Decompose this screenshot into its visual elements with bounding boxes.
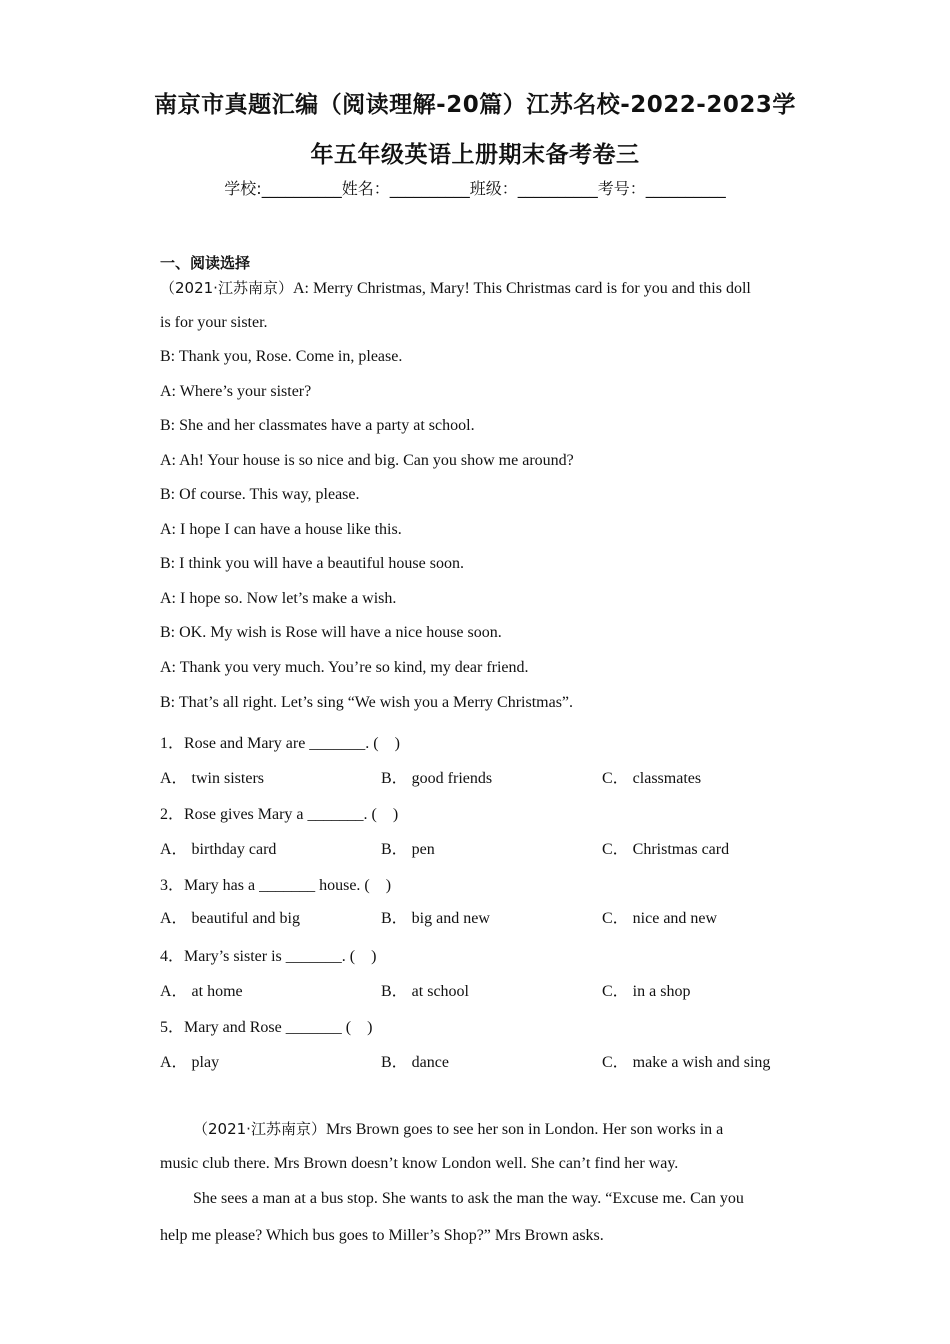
title-line-2: 年五年级英语上册期末备考卷三 [310,142,640,168]
question-5-option-c[interactable]: C． make a wish and sing [602,1054,771,1071]
passage2-line-3: She sees a man at a bus stop. She wants to ask the man the way. “Excuse me. Can you [193,1190,744,1207]
passage2-line-4: help me please? Which bus goes to Miller’s Shop?” Mrs Brown asks. [160,1227,604,1244]
passage1-source: （2021·江苏南京） [160,279,293,297]
dialogue-line: B: OK. My wish is Rose will have a nice house soon. [160,624,502,641]
passage1-first-line-cont: is for your sister. [160,314,268,331]
dialogue-line: B: Of course. This way, please. [160,486,360,503]
dialogue-line: B: That’s all right. Let’s sing “We wish you a Merry Christmas”. [160,694,574,711]
question-4-option-a[interactable]: A． at home [160,983,243,1000]
question-1-option-b[interactable]: B． good friends [381,770,493,787]
passage1-first-text: A: Merry Christmas, Mary! This Christmas card is for you and this doll [292,280,751,297]
question-3-option-b[interactable]: B． big and new [381,910,490,927]
dialogue-line: A: Where’s your sister? [160,383,312,400]
question-1-stem: 1．Rose and Mary are _______. ( ) [160,735,400,752]
question-2-option-b[interactable]: B． pen [381,841,435,858]
passage2-line-1 [193,1118,723,1139]
dialogue-line: B: She and her classmates have a party at school. [160,417,475,434]
passage2-source: （2021·江苏南京） [193,1120,326,1138]
question-1-option-a[interactable]: A． twin sisters [160,770,265,787]
student-info-line: 学校:__________姓名：__________班级：__________考号：__________ [224,179,726,198]
question-5-option-b[interactable]: B． dance [381,1054,449,1071]
passage1-first-line [160,277,751,298]
passage2-line-1-text: Mrs Brown goes to see her son in London. Her son works in a [325,1121,724,1138]
dialogue-line: A: I hope I can have a house like this. [160,521,402,538]
question-1-option-c[interactable]: C． classmates [602,770,702,787]
dialogue-line: B: I think you will have a beautiful house soon. [160,555,464,572]
passage2-line-2: music club there. Mrs Brown doesn’t know London well. She can’t find her way. [160,1155,679,1172]
question-2-option-a[interactable]: A． birthday card [160,841,277,858]
question-2-option-c[interactable]: C． Christmas card [602,841,730,858]
question-4-option-b[interactable]: B． at school [381,983,469,1000]
question-4-option-c[interactable]: C． in a shop [602,983,691,1000]
title-line-1: 南京市真题汇编（阅读理解-20篇）江苏名校-2022-2023学 [154,92,796,118]
dialogue-line: B: Thank you, Rose. Come in, please. [160,348,403,365]
dialogue-line: A: Thank you very much. You’re so kind, my dear friend. [160,659,529,676]
question-4-stem: 4．Mary’s sister is _______. ( ) [160,948,377,965]
question-5-option-a[interactable]: A． play [160,1054,220,1071]
dialogue-line: A: I hope so. Now let’s make a wish. [160,590,397,607]
question-3-option-a[interactable]: A． beautiful and big [160,910,300,927]
question-5-stem: 5．Mary and Rose _______ ( ) [160,1019,373,1036]
question-2-stem: 2．Rose gives Mary a _______. ( ) [160,806,399,823]
question-3-stem: 3．Mary has a _______ house. ( ) [160,877,392,894]
dialogue-line: A: Ah! Your house is so nice and big. Can you show me around? [160,452,574,469]
question-3-option-c[interactable]: C． nice and new [602,910,718,927]
section-heading: 一、阅读选择 [160,254,251,272]
